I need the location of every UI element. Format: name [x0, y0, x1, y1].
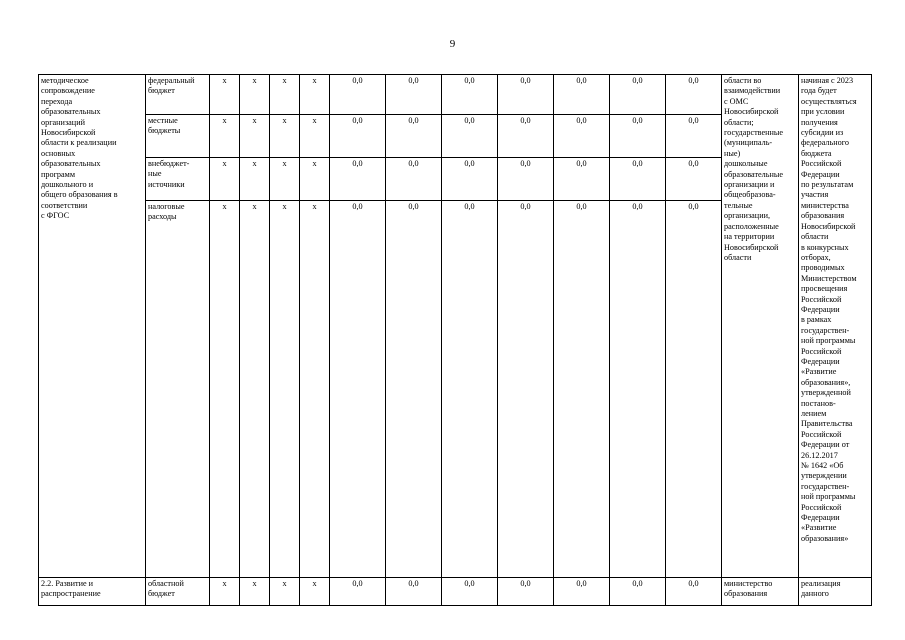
source-cell: налоговые расходы — [146, 201, 210, 578]
page-number: 9 — [449, 38, 456, 50]
value-cell: 0,0 — [442, 115, 498, 158]
value-cell: 0,0 — [666, 115, 722, 158]
value-cell: 0,0 — [666, 201, 722, 578]
source-cell: внебюджет- ные источники — [146, 158, 210, 201]
executor-cell: министерство образования — [722, 578, 799, 606]
value-cell: 0,0 — [554, 578, 610, 606]
value-cell: 0,0 — [386, 115, 442, 158]
value-cell: 0,0 — [554, 75, 610, 115]
value-cell: 0,0 — [610, 115, 666, 158]
value-cell: 0,0 — [610, 158, 666, 201]
table-row — [39, 578, 872, 606]
value-cell: 0,0 — [498, 158, 554, 201]
value-cell: x — [270, 201, 300, 578]
value-cell: x — [270, 115, 300, 158]
program-table — [38, 74, 872, 606]
value-cell: 0,0 — [386, 201, 442, 578]
executor-cell: области во взаимодействии с ОМС Новосибирской области; государственные (муниципаль- ные) дошкольные образовательные организации и общеобразова- тельные организации, расположенные на территории Новосибирской области — [722, 75, 799, 578]
source-cell: местные бюджеты — [146, 115, 210, 158]
value-cell: x — [240, 75, 270, 115]
value-cell: x — [270, 158, 300, 201]
value-cell: 0,0 — [666, 75, 722, 115]
value-cell: 0,0 — [330, 75, 386, 115]
value-cell: 0,0 — [386, 578, 442, 606]
value-cell: 0,0 — [498, 75, 554, 115]
value-cell: 0,0 — [610, 201, 666, 578]
value-cell: x — [270, 578, 300, 606]
value-cell: 0,0 — [554, 158, 610, 201]
source-cell: областной бюджет — [146, 578, 210, 606]
value-cell: x — [210, 115, 240, 158]
value-cell: x — [240, 578, 270, 606]
value-cell: x — [210, 201, 240, 578]
value-cell: x — [300, 578, 330, 606]
value-cell: x — [210, 578, 240, 606]
source-cell: федеральный бюджет — [146, 75, 210, 115]
table-row — [39, 75, 872, 115]
value-cell: x — [240, 158, 270, 201]
value-cell: 0,0 — [498, 115, 554, 158]
value-cell: x — [300, 201, 330, 578]
value-cell: 0,0 — [330, 158, 386, 201]
value-cell: x — [210, 158, 240, 201]
value-cell: 0,0 — [330, 578, 386, 606]
value-cell: 0,0 — [330, 115, 386, 158]
value-cell: 0,0 — [554, 201, 610, 578]
note-cell: реализация данного — [799, 578, 872, 606]
value-cell: 0,0 — [442, 158, 498, 201]
value-cell: 0,0 — [666, 578, 722, 606]
note-cell: начиная с 2023 года будет осуществляться при условии получения субсидии из федерального бюджета Российской Федерации по результатам участия министерства образования Новосибирской области в конкурсных отборах, проводимых Министерством просвещения Российской Федерации в рамках государствен- ной программы Российской Федерации «Развитие образования», утвержденной постанов- лением Правительства Российской Федерации от 26.12.2017 № 1642 «Об утверждении государствен- ной программы Российской Федерации «Развитие образования» — [799, 75, 872, 578]
value-cell: 0,0 — [442, 578, 498, 606]
value-cell: x — [270, 75, 300, 115]
value-cell: x — [240, 201, 270, 578]
value-cell: 0,0 — [498, 578, 554, 606]
value-cell: 0,0 — [610, 578, 666, 606]
activity-name-cell: 2.2. Развитие и распространение — [39, 578, 146, 606]
value-cell: 0,0 — [386, 75, 442, 115]
value-cell: 0,0 — [554, 115, 610, 158]
value-cell: 0,0 — [610, 75, 666, 115]
value-cell: x — [210, 75, 240, 115]
value-cell: 0,0 — [442, 75, 498, 115]
value-cell: 0,0 — [442, 201, 498, 578]
value-cell: x — [300, 115, 330, 158]
activity-name-cell: методическое сопровождение перехода образовательных организаций Новосибирской области к реализации основных образовательных программ дошкольного и общего образования в соответствии с ФГОС — [39, 75, 146, 578]
value-cell: 0,0 — [386, 158, 442, 201]
value-cell: 0,0 — [498, 201, 554, 578]
value-cell: x — [240, 115, 270, 158]
value-cell: 0,0 — [666, 158, 722, 201]
value-cell: 0,0 — [330, 201, 386, 578]
value-cell: x — [300, 158, 330, 201]
value-cell: x — [300, 75, 330, 115]
